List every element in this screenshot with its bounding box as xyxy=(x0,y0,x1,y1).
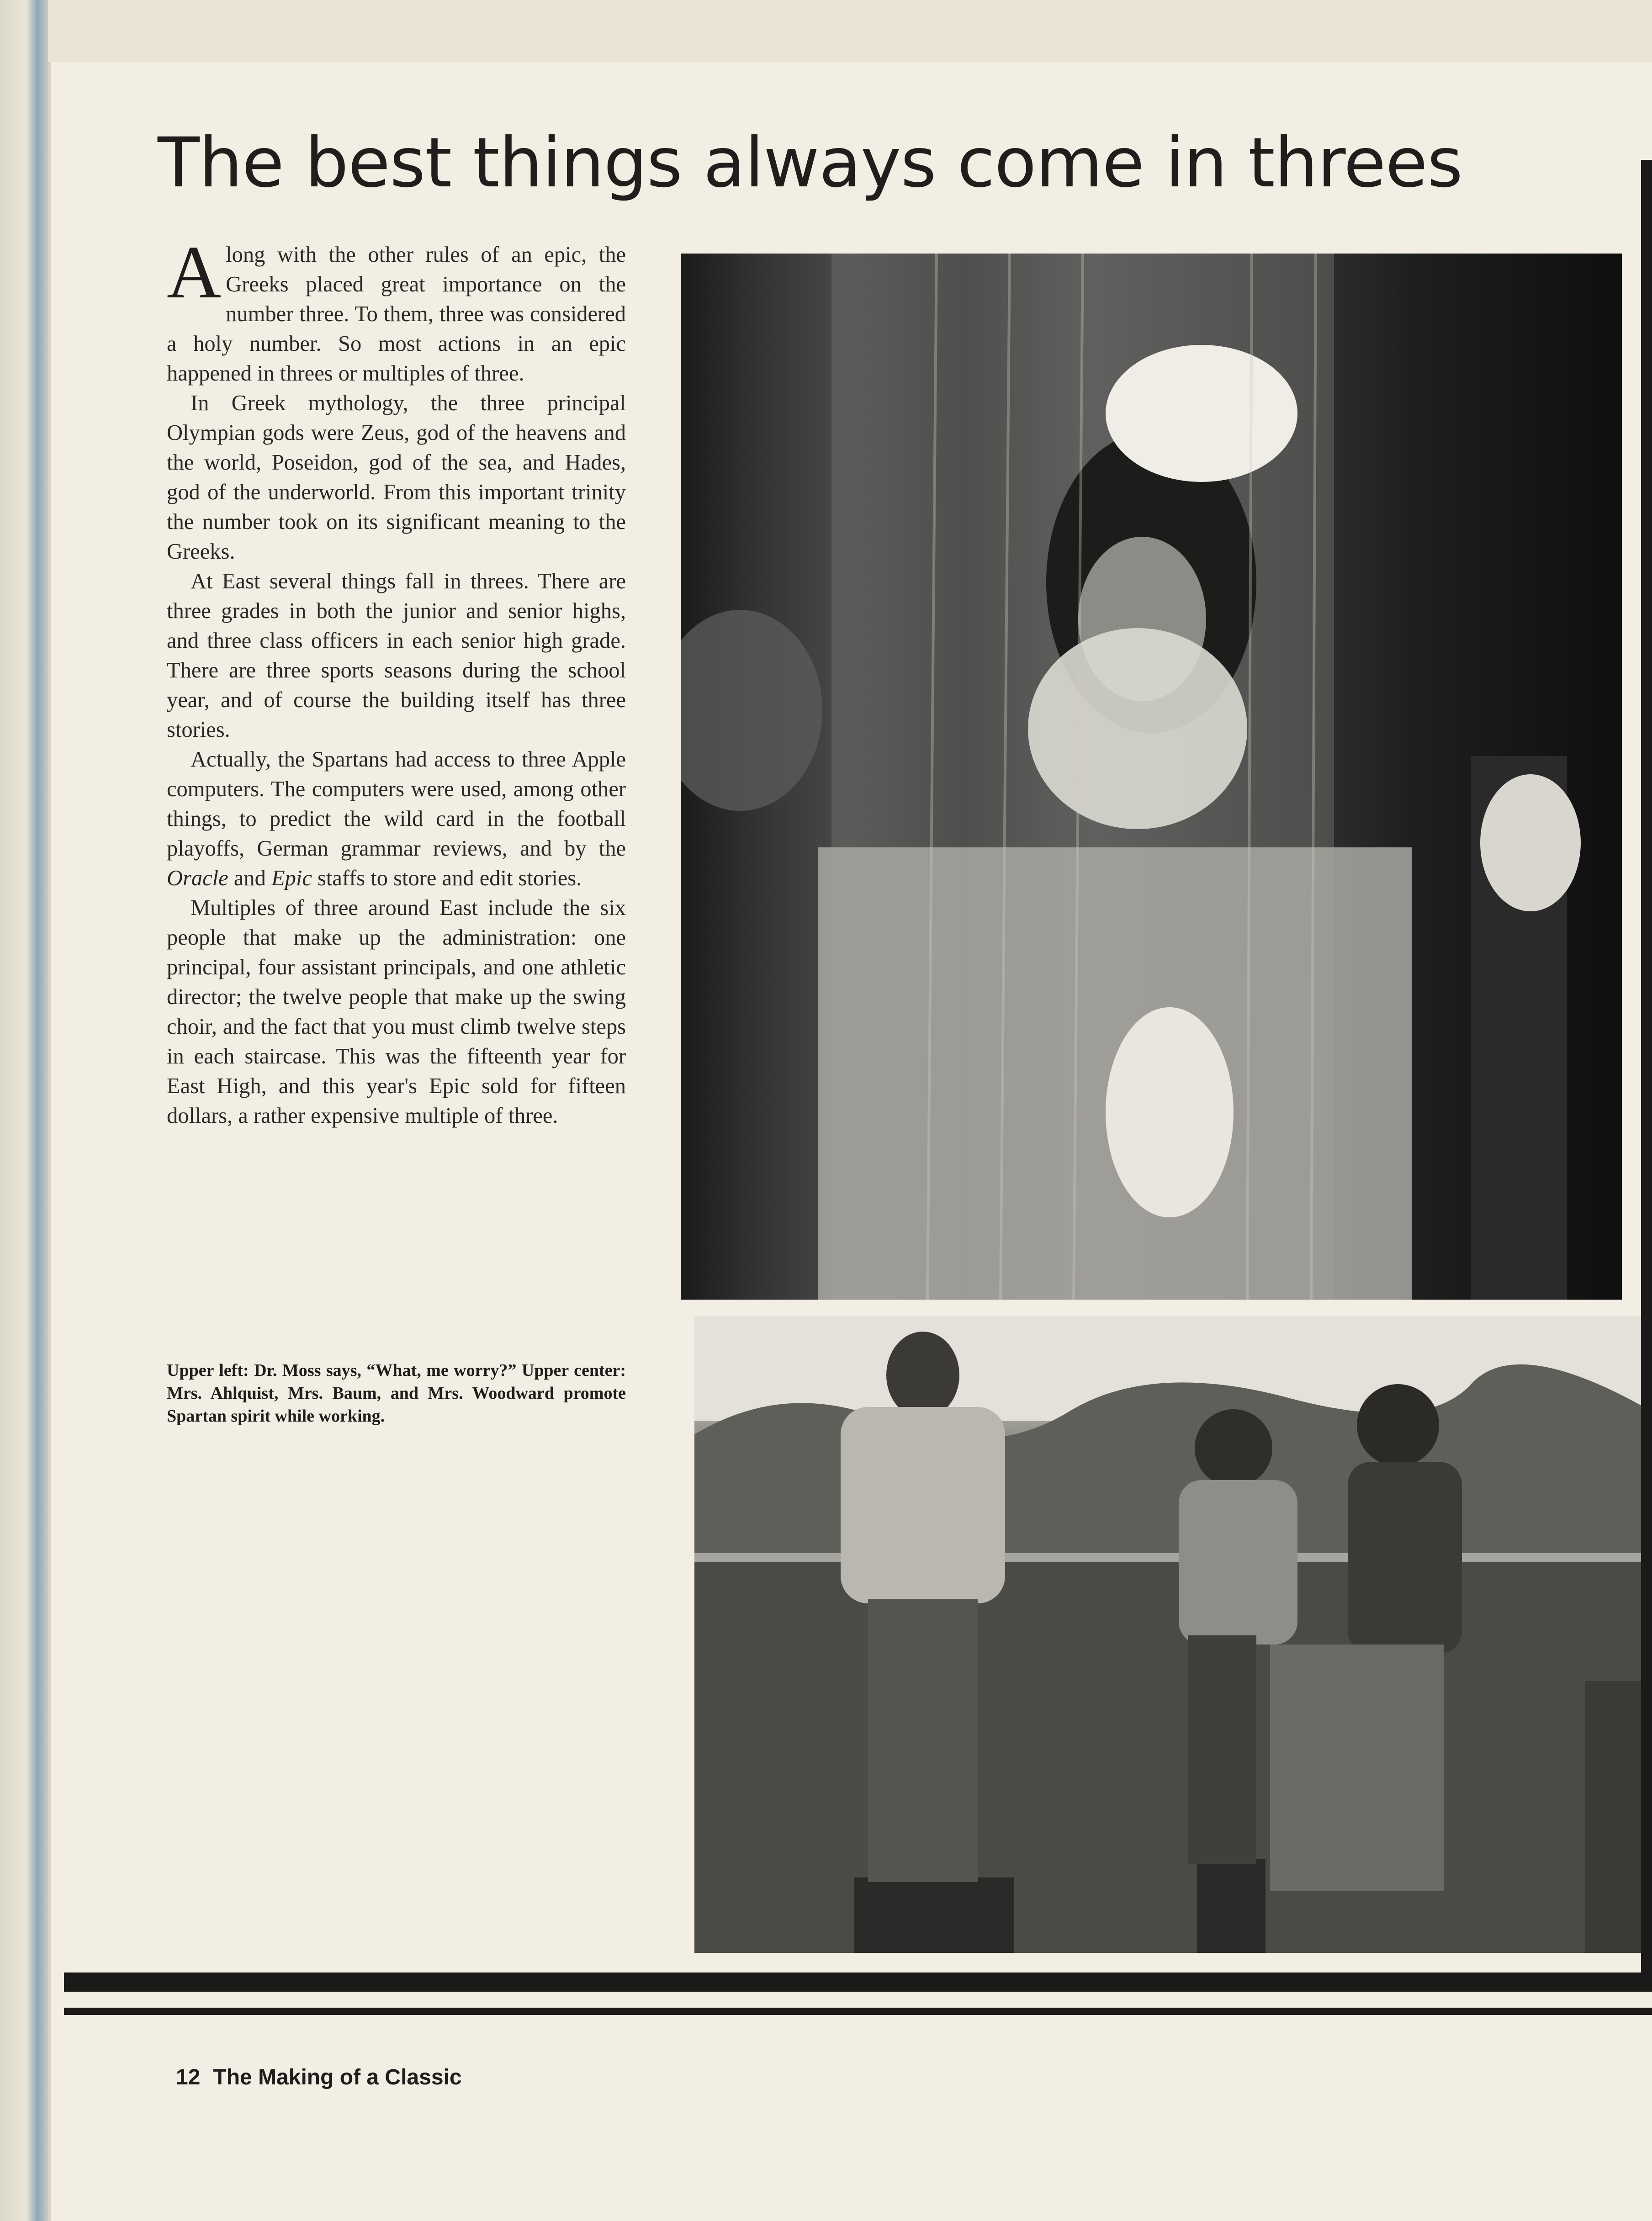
article-paragraph-2: In Greek mythology, the three principal Olympian gods were Zeus, god of the heavens and the world, Poseidon, god of the sea, and Hades, god of the underworld. From this important trinity the number took on its significant meaning to the Greeks. xyxy=(167,391,626,564)
binding-edge xyxy=(0,0,48,2221)
photo-pied-face xyxy=(681,254,1622,1300)
page-number: 12 xyxy=(176,2065,201,2089)
page-headline: The best things always come in threes xyxy=(158,123,1462,203)
page-footer xyxy=(176,2065,462,2090)
footer-rule-thin xyxy=(64,2008,1652,2015)
section-title: The Making of a Classic xyxy=(213,2065,462,2089)
drop-cap: A xyxy=(167,230,222,314)
photo-pied-face-illustration xyxy=(681,254,1622,1300)
article-paragraph-5: Multiples of three around East include the six people that make up the administration: one principal, four assistant principals, and one athletic director; the twelve people that make up the swing choir, and the fact that you must climb twelve steps in each staircase. This was the fifteenth year for East High, and this year's Epic sold for fifteen dollars, a rather expensive multiple of three. xyxy=(167,896,626,1128)
photo-boys-balancing-illustration xyxy=(694,1316,1652,1953)
photo-caption: Upper left: Dr. Moss says, “What, me worry?” Upper center: Mrs. Ahlquist, Mrs. Baum, and Mrs. Woodward promote Spartan spirit while working. xyxy=(167,1361,626,1426)
photo-boys-balancing xyxy=(694,1316,1652,1953)
article-paragraph-1: Along with the other rules of an epic, the Greeks placed great importance on the number three. To them, three was considered a holy number. So most actions in an epic happened in threes or multiples of three. xyxy=(167,230,626,386)
article-paragraph-4: Actually, the Spartans had access to three Apple computers. The computers were used, among other things, to predict the wild card in the football playoffs, German grammar reviews, and by the Oracle and Epic staffs to store and edit stories. xyxy=(167,747,626,890)
footer-rule-thick xyxy=(64,1972,1652,1992)
article-paragraph-3: At East several things fall in threes. There are three grades in both the junior and senior highs, and three class officers in each senior high grade. There are three sports seasons during the school year, and of course the building itself has three stories. xyxy=(167,569,626,742)
article-body xyxy=(167,230,626,1131)
adjacent-page-edge xyxy=(1641,160,1652,1987)
